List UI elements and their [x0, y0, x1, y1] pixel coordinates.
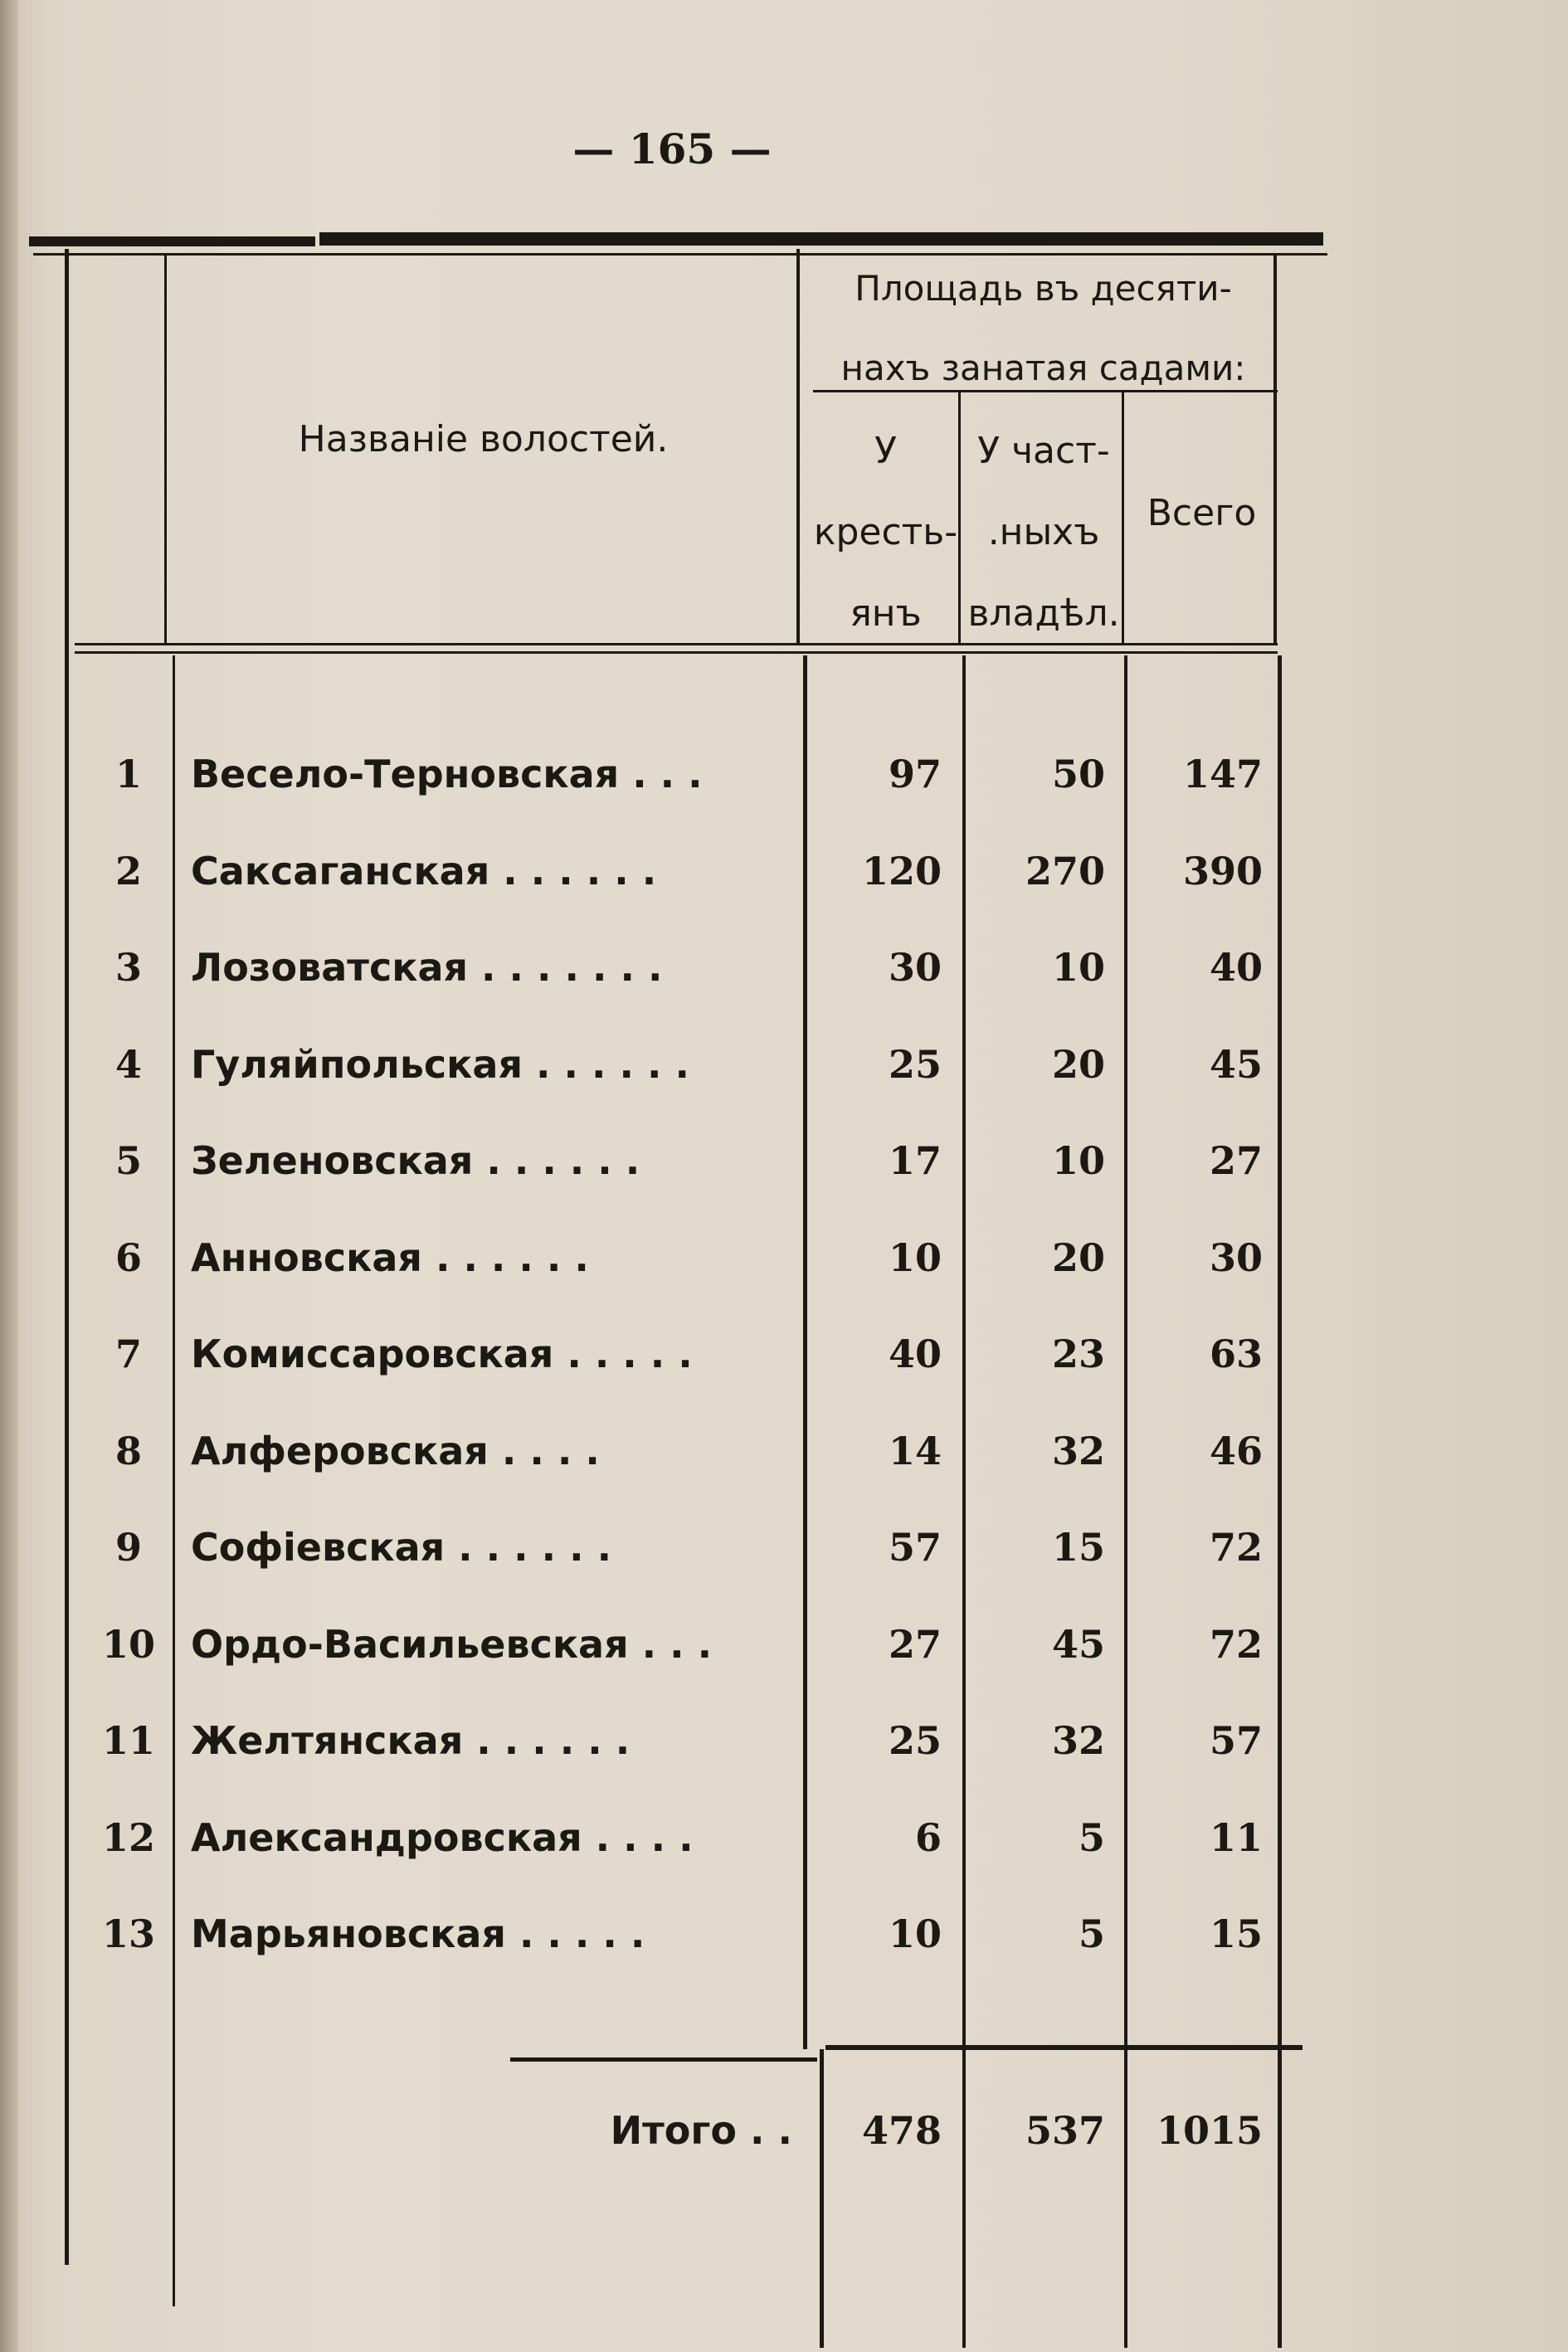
- total-area: 63: [1209, 1332, 1263, 1376]
- peasants-area: 10: [888, 1234, 942, 1280]
- private-area: 20: [1051, 1041, 1105, 1087]
- total-area: 147: [1182, 752, 1263, 796]
- volost-name: Анновская . . . . . .: [191, 1234, 589, 1280]
- private-area: 45: [1051, 1621, 1105, 1667]
- peasants-area: 40: [888, 1332, 942, 1376]
- private-area: 15: [1051, 1525, 1105, 1570]
- total-area: 72: [1209, 1621, 1263, 1667]
- table-row: [0, 1886, 1568, 1982]
- peasants-area: 14: [888, 1428, 942, 1473]
- header-private-owners: [964, 411, 1123, 655]
- header-private-line-2: .ныхъ: [987, 511, 1100, 553]
- row-number: 2: [114, 848, 142, 894]
- private-area: 10: [1051, 945, 1105, 990]
- row-number: 10: [101, 1621, 155, 1667]
- private-area: 5: [1078, 1911, 1105, 1956]
- header-area-group: [809, 249, 1278, 408]
- table-row: [0, 1210, 1568, 1306]
- volost-name: Желтянская . . . . . .: [191, 1718, 631, 1763]
- peasants-area: 97: [888, 752, 942, 796]
- row-number: 4: [114, 1041, 142, 1087]
- volost-name: Саксаганская . . . . . .: [191, 848, 657, 894]
- total-area: 57: [1209, 1718, 1263, 1763]
- row-number: 8: [114, 1428, 142, 1473]
- table-row: [0, 726, 1568, 822]
- header-private-line-3: владѣл.: [967, 592, 1120, 635]
- table-row: [0, 1790, 1568, 1886]
- volost-name: Зеленовская . . . . . .: [191, 1138, 640, 1183]
- volost-name: Ордо-Васильевская . . .: [191, 1621, 713, 1667]
- page-number: — 165 —: [572, 124, 772, 173]
- private-area: 10: [1051, 1138, 1105, 1183]
- private-area: 20: [1051, 1234, 1105, 1280]
- total-area: 72: [1209, 1525, 1263, 1570]
- row-number: 9: [114, 1525, 142, 1570]
- header-peasants: [809, 411, 962, 655]
- table-row: [0, 1016, 1568, 1113]
- volost-name: Александровская . . . .: [191, 1814, 694, 1860]
- totals-private: 537: [1025, 2108, 1105, 2153]
- peasants-area: 120: [861, 848, 942, 894]
- private-area: 5: [1078, 1814, 1105, 1860]
- peasants-area: 27: [888, 1621, 942, 1667]
- table-row: [0, 1499, 1568, 1595]
- header-name-column: Названіе волостей.: [298, 418, 669, 460]
- table-row: [0, 1113, 1568, 1209]
- row-number: 5: [114, 1138, 142, 1183]
- private-area: 270: [1025, 848, 1105, 894]
- totals-row: [0, 2082, 1568, 2179]
- private-area: 32: [1051, 1428, 1105, 1473]
- total-area: 45: [1209, 1041, 1263, 1087]
- row-number: 13: [101, 1911, 155, 1956]
- total-area: 390: [1182, 848, 1263, 894]
- table-row: [0, 1306, 1568, 1402]
- header-area-group-line-2: нахъ занатая садами:: [840, 348, 1246, 388]
- header-peasants-line-1: У: [874, 430, 897, 472]
- row-number: 7: [114, 1332, 142, 1376]
- total-area: 11: [1209, 1814, 1263, 1860]
- total-area: 27: [1209, 1138, 1263, 1183]
- total-area: 15: [1209, 1911, 1263, 1956]
- row-number: 11: [101, 1718, 155, 1763]
- header-total: [1126, 473, 1278, 554]
- totals-label: Итого . .: [610, 2108, 792, 2153]
- row-number: 1: [114, 752, 142, 796]
- peasants-area: 10: [888, 1911, 942, 1956]
- totals-total: 1015: [1156, 2108, 1263, 2153]
- volost-name: Марьяновская . . . . .: [191, 1911, 645, 1956]
- private-area: 32: [1051, 1718, 1105, 1763]
- volost-name: Комиссаровская . . . . .: [191, 1332, 693, 1376]
- volost-name: Лозоватская . . . . . . .: [191, 945, 663, 990]
- table-row: [0, 1403, 1568, 1499]
- table-row: [0, 919, 1568, 1015]
- total-area: 40: [1209, 945, 1263, 990]
- volost-name: Весело-Терновская . . .: [191, 752, 703, 796]
- peasants-area: 6: [914, 1814, 942, 1860]
- row-number: 12: [101, 1814, 155, 1860]
- table-row: [0, 1596, 1568, 1692]
- volost-name: Софіевская . . . . . .: [191, 1525, 612, 1570]
- volost-name: Гуляйпольская . . . . . .: [191, 1041, 689, 1087]
- table-row: [0, 1692, 1568, 1789]
- peasants-area: 25: [888, 1041, 942, 1087]
- header-private-line-1: У част-: [977, 430, 1110, 472]
- peasants-area: 17: [888, 1138, 942, 1183]
- row-number: 3: [114, 945, 142, 990]
- header-area-group-line-1: Площадь въ десяти-: [855, 268, 1232, 309]
- peasants-area: 25: [888, 1718, 942, 1763]
- totals-peasants: 478: [861, 2108, 942, 2153]
- private-area: 23: [1051, 1332, 1105, 1376]
- header-peasants-line-2: кресть-: [813, 511, 958, 553]
- header-peasants-line-3: янъ: [850, 592, 922, 635]
- total-area: 30: [1209, 1234, 1263, 1280]
- peasants-area: 57: [888, 1525, 942, 1570]
- total-area: 46: [1209, 1428, 1263, 1473]
- table-row: [0, 823, 1568, 919]
- row-number: 6: [114, 1234, 142, 1280]
- header-total-label: Всего: [1147, 492, 1257, 534]
- private-area: 50: [1051, 752, 1105, 796]
- peasants-area: 30: [888, 945, 942, 990]
- volost-name: Алферовская . . . .: [191, 1428, 600, 1473]
